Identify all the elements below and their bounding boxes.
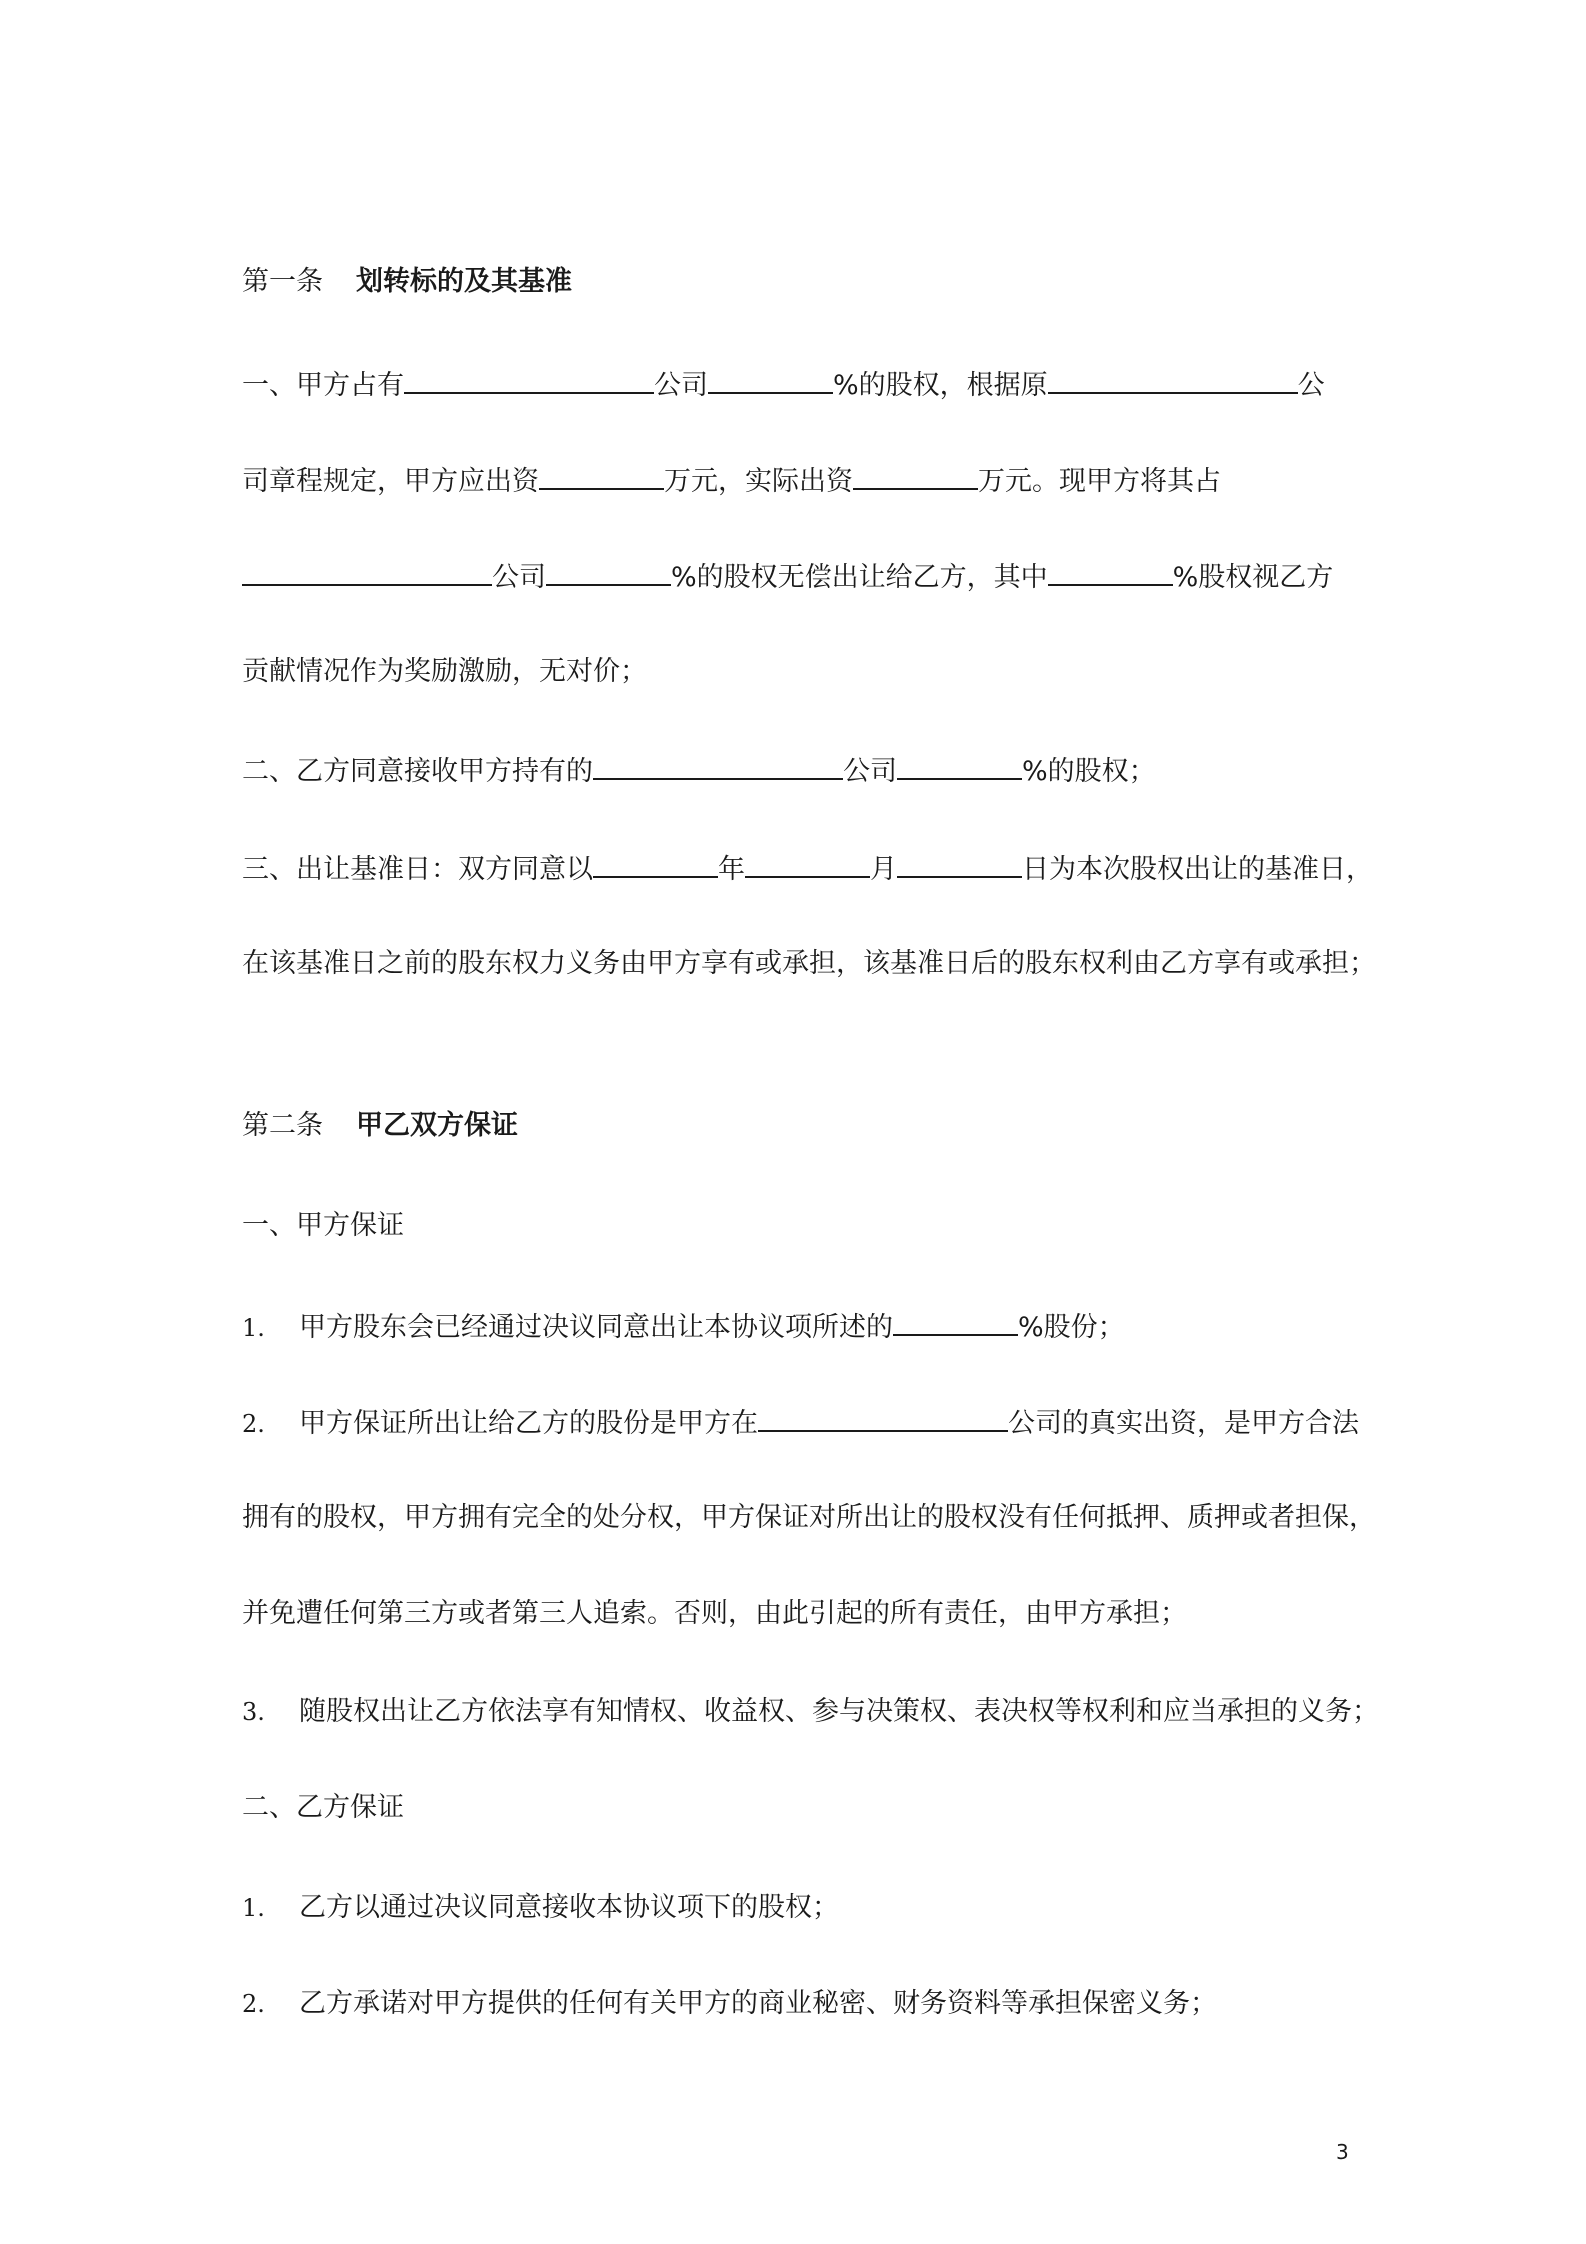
text: 随股权出让乙方依法享有知情权、收益权、参与决策权、表决权等权利和应当承担的义务； [299, 1696, 1379, 1727]
text: %股权视乙方 [1172, 562, 1334, 593]
text: %的股权无偿出让给乙方，其中 [671, 562, 1048, 593]
item-number: 1. [242, 1314, 265, 1342]
text: %的股权，根据原 [833, 370, 1048, 401]
article1-para-5 [242, 750, 1156, 792]
list-item [242, 1402, 1359, 1444]
blank-field[interactable] [1048, 364, 1298, 394]
blank-field[interactable] [539, 460, 664, 490]
article1-para-2 [242, 460, 1221, 502]
text: 二、乙方同意接收甲方持有的 [242, 756, 593, 787]
list-item [242, 1306, 1125, 1348]
text: 日为本次股权出让的基准日， [1022, 854, 1373, 885]
text: 甲方保证所出让给乙方的股份是甲方在 [299, 1408, 758, 1439]
text: 一、甲方占有 [242, 370, 404, 401]
article1-label: 第一条 [242, 266, 323, 297]
blank-field[interactable] [593, 848, 718, 878]
blank-field[interactable] [546, 556, 671, 586]
blank-field[interactable] [593, 750, 843, 780]
article1-heading [242, 262, 572, 302]
text: %的股权； [1022, 756, 1156, 787]
text: 乙方承诺对甲方提供的任何有关甲方的商业秘密、财务资料等承担保密义务； [299, 1988, 1217, 2019]
article2-title: 甲乙双方保证 [356, 1110, 518, 1141]
blank-field[interactable] [897, 848, 1022, 878]
blank-field[interactable] [853, 460, 978, 490]
item-number: 1. [242, 1894, 265, 1922]
blank-field[interactable] [242, 556, 492, 586]
text: 年 [718, 854, 745, 885]
blank-field[interactable] [708, 364, 833, 394]
article2-heading [242, 1106, 518, 1146]
text: 公 [1297, 370, 1325, 401]
text: 月 [870, 854, 897, 885]
section-party-b-guarantee: 二、乙方保证 [242, 1792, 404, 1823]
section-party-a-guarantee: 一、甲方保证 [242, 1210, 404, 1241]
blank-field[interactable] [404, 364, 654, 394]
text: 万元，实际出资 [664, 466, 853, 497]
text: 司章程规定，甲方应出资 [242, 466, 539, 497]
article1-para-6 [242, 848, 1373, 890]
text: 公司 [843, 756, 897, 787]
article1-para-3 [242, 556, 1333, 598]
page-number: 3 [1336, 2140, 1349, 2164]
article1-title: 划转标的及其基准 [356, 266, 572, 297]
blank-field[interactable] [745, 848, 870, 878]
list-item-continued: 拥有的股权，甲方拥有完全的处分权，甲方保证对所出让的股权没有任何抵押、质押或者担保， [242, 1502, 1376, 1533]
article1-para-1 [242, 364, 1325, 406]
item-number: 2. [242, 1990, 265, 2018]
list-item-continued: 并免遭任何第三方或者第三人追索。否则，由此引起的所有责任，由甲方承担； [242, 1598, 1187, 1629]
article1-para-4: 贡献情况作为奖励激励，无对价； [242, 656, 647, 687]
text: 乙方以通过决议同意接收本协议项下的股权； [299, 1892, 839, 1923]
text: 万元。现甲方将其占 [978, 466, 1221, 497]
blank-field[interactable] [897, 750, 1022, 780]
article1-para-7: 在该基准日之前的股东权力义务由甲方享有或承担，该基准日后的股东权利由乙方享有或承担； [242, 948, 1376, 979]
list-item [242, 1888, 839, 1928]
item-number: 3. [242, 1698, 265, 1726]
list-item [242, 1984, 1217, 2024]
text: 甲方股东会已经通过决议同意出让本协议项所述的 [299, 1312, 893, 1343]
text: 三、出让基准日：双方同意以 [242, 854, 593, 885]
blank-field[interactable] [1048, 556, 1173, 586]
list-item [242, 1692, 1379, 1732]
text: 公司 [492, 562, 546, 593]
text: 公司的真实出资，是甲方合法 [1008, 1408, 1359, 1439]
text: 公司 [654, 370, 708, 401]
article2-label: 第二条 [242, 1110, 323, 1141]
blank-field[interactable] [758, 1402, 1008, 1432]
blank-field[interactable] [893, 1306, 1018, 1336]
item-number: 2. [242, 1410, 265, 1438]
text: %股份； [1018, 1312, 1125, 1343]
